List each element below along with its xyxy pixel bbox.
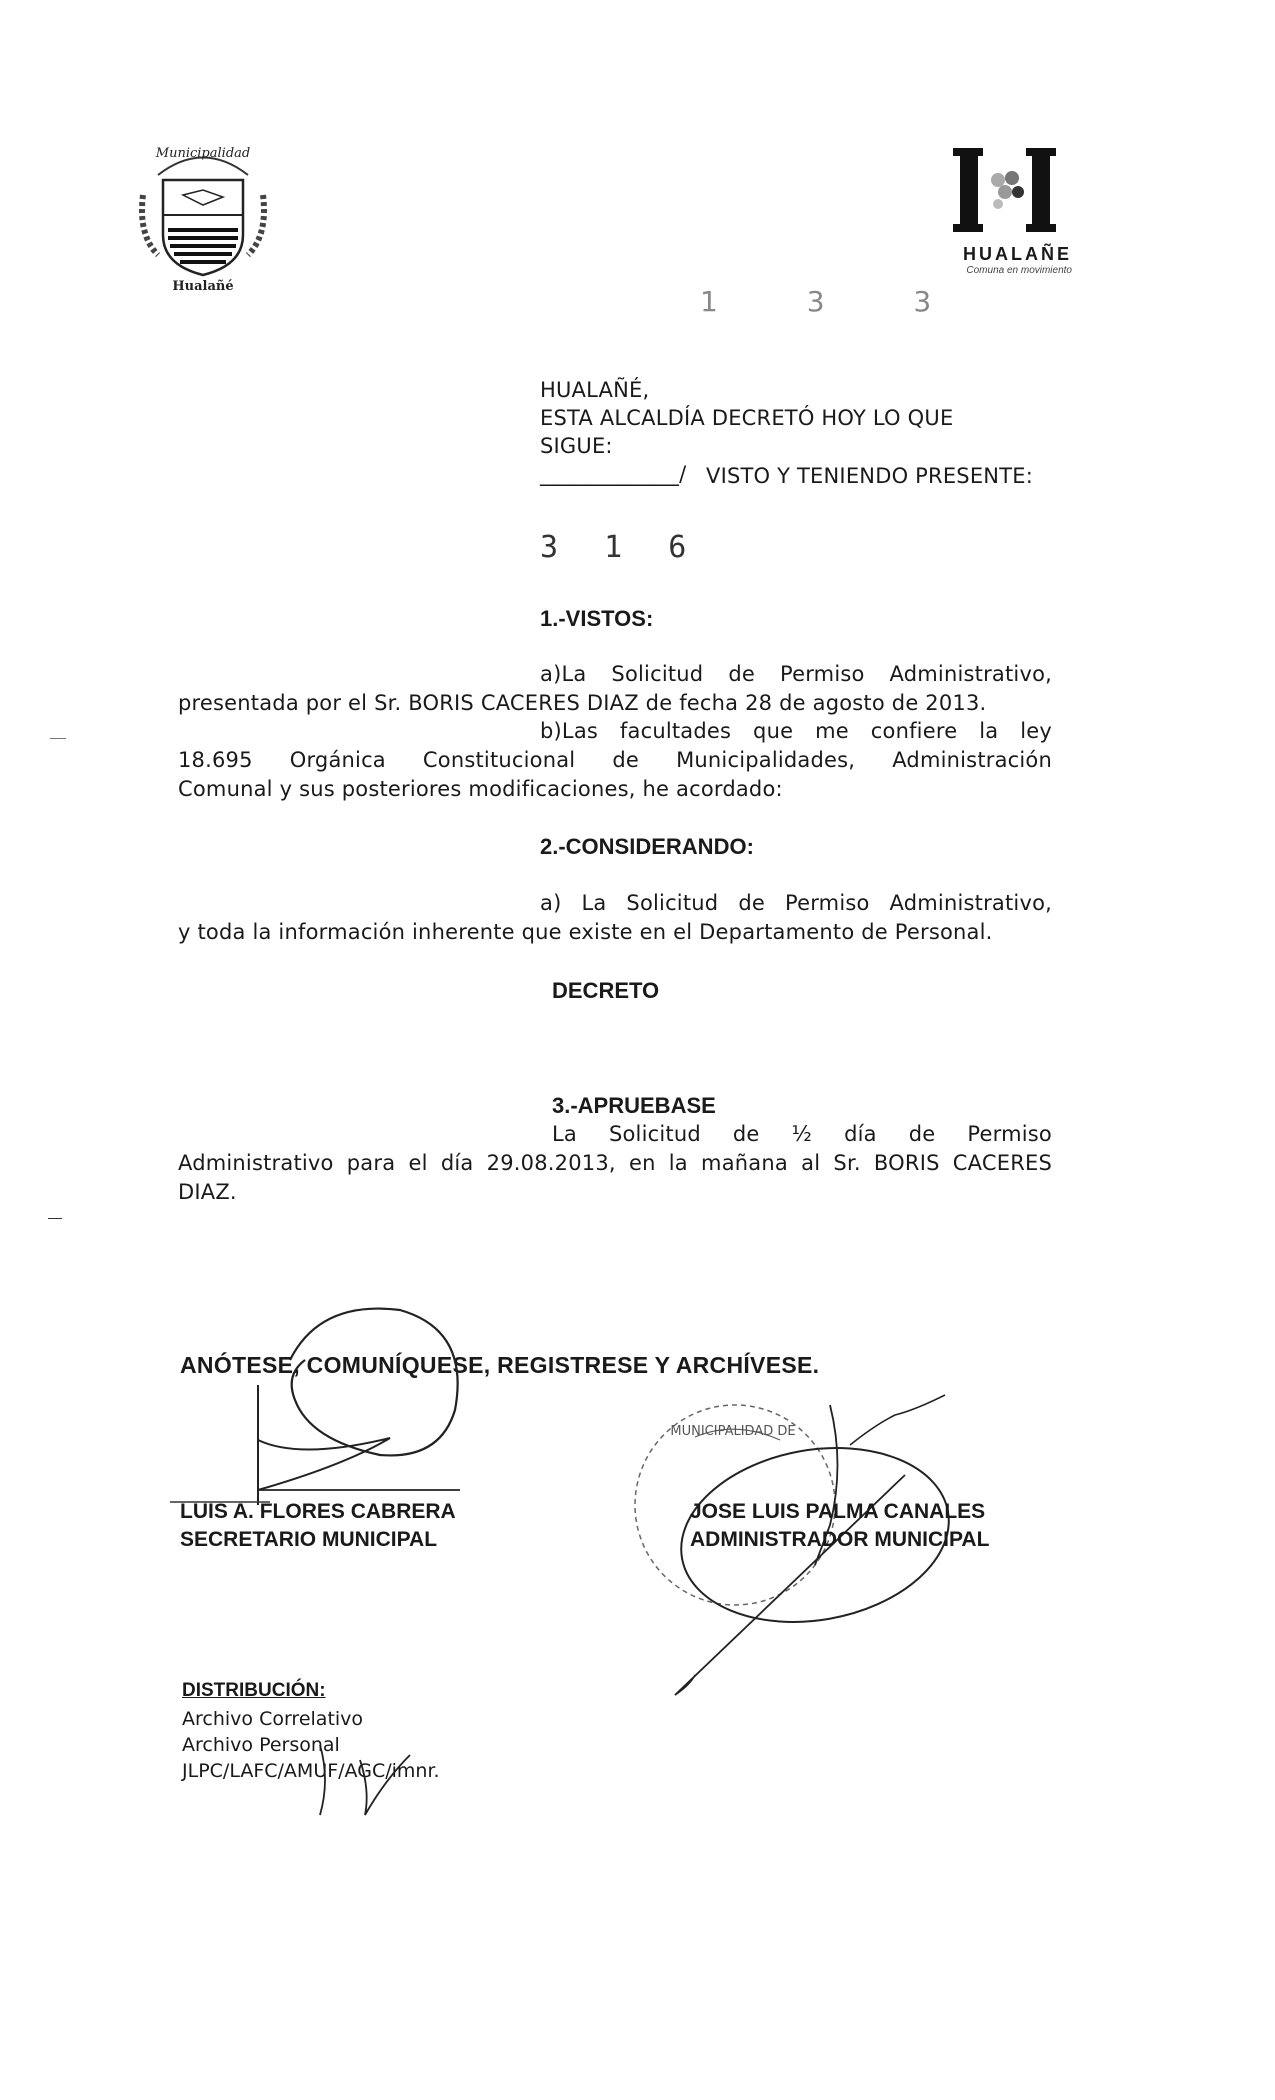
margin-mark xyxy=(50,738,66,739)
distribucion-item: Archivo Personal xyxy=(182,1734,340,1756)
margin-mark xyxy=(48,1218,62,1219)
coat-of-arms-caption: Municipalidad xyxy=(155,146,251,161)
municipal-coat-of-arms xyxy=(128,135,278,295)
vistos-b-line2: 18.695 Orgánica Constitucional de Municipalidades, Administración xyxy=(178,748,1052,772)
hualane-logo xyxy=(950,140,1080,280)
hualane-logo-tagline: Comuna en movimiento xyxy=(966,265,1072,276)
left-signer-title: SECRETARIO MUNICIPAL xyxy=(180,1528,438,1551)
seal-text: MUNICIPALIDAD DE xyxy=(670,1424,796,1439)
left-signature xyxy=(170,1290,490,1530)
right-signer-name: JOSE LUIS PALMA CANALES xyxy=(690,1500,986,1523)
distribucion-item: JLPC/LAFC/AMUF/AGC/imnr. xyxy=(182,1760,440,1782)
vistos-a-line2: presentada por el Sr. BORIS CACERES DIAZ de fecha 28 de agosto de 2013. xyxy=(178,691,987,715)
decreto-heading: DECRETO xyxy=(552,978,660,1003)
considerando-a-line1: a) La Solicitud de Permiso Administrativo, xyxy=(540,891,1052,915)
vistos-a-line1: a)La Solicitud de Permiso Administrativo, xyxy=(540,662,1052,686)
vistos-heading: 1.-VISTOS: xyxy=(540,606,654,631)
intro-place: HUALAÑÉ, xyxy=(540,378,650,402)
closing-formula: ANÓTESE, COMUNÍQUESE, REGISTRESE Y ARCHÍVESE. xyxy=(180,1352,820,1378)
vistos-b-line3: Comunal y sus posteriores modificaciones, he acordado: xyxy=(178,777,783,801)
hualane-logo-name: HUALAÑE xyxy=(963,244,1072,264)
considerando-a-line2: y toda la información inherente que existe en el Departamento de Personal. xyxy=(178,920,993,944)
vistos-b-line1: b)Las facultades que me confiere la ley xyxy=(540,719,1052,743)
apruebase-line3: DIAZ. xyxy=(178,1180,237,1204)
intro-sigue: SIGUE: xyxy=(540,434,613,458)
distribucion-item: Archivo Correlativo xyxy=(182,1708,364,1730)
coat-of-arms-subcaption: Hualañé xyxy=(172,279,234,294)
right-signer-title: ADMINISTRADOR MUNICIPAL xyxy=(690,1528,990,1551)
intro-blank: _____________/ xyxy=(540,462,687,486)
apruebase-line2: Administrativo para el día 29.08.2013, en la mañana al Sr. BORIS CACERES xyxy=(178,1151,1052,1175)
distribucion-heading: DISTRIBUCIÓN: xyxy=(182,1680,326,1701)
initials-scribble xyxy=(290,1740,450,1820)
left-signer-name: LUIS A. FLORES CABRERA xyxy=(180,1500,456,1523)
apruebase-heading: 3.-APRUEBASE xyxy=(552,1093,716,1118)
intro-visto: VISTO Y TENIENDO PRESENTE: xyxy=(706,464,1033,488)
apruebase-line1: La Solicitud de ½ día de Permiso xyxy=(552,1122,1052,1146)
decree-number: 3 1 6 xyxy=(540,530,701,565)
considerando-heading: 2.-CONSIDERANDO: xyxy=(540,834,754,859)
stamp-number: 1 3 3 xyxy=(700,285,972,318)
intro-decree-line: ESTA ALCALDÍA DECRETÓ HOY LO QUE xyxy=(540,406,954,430)
